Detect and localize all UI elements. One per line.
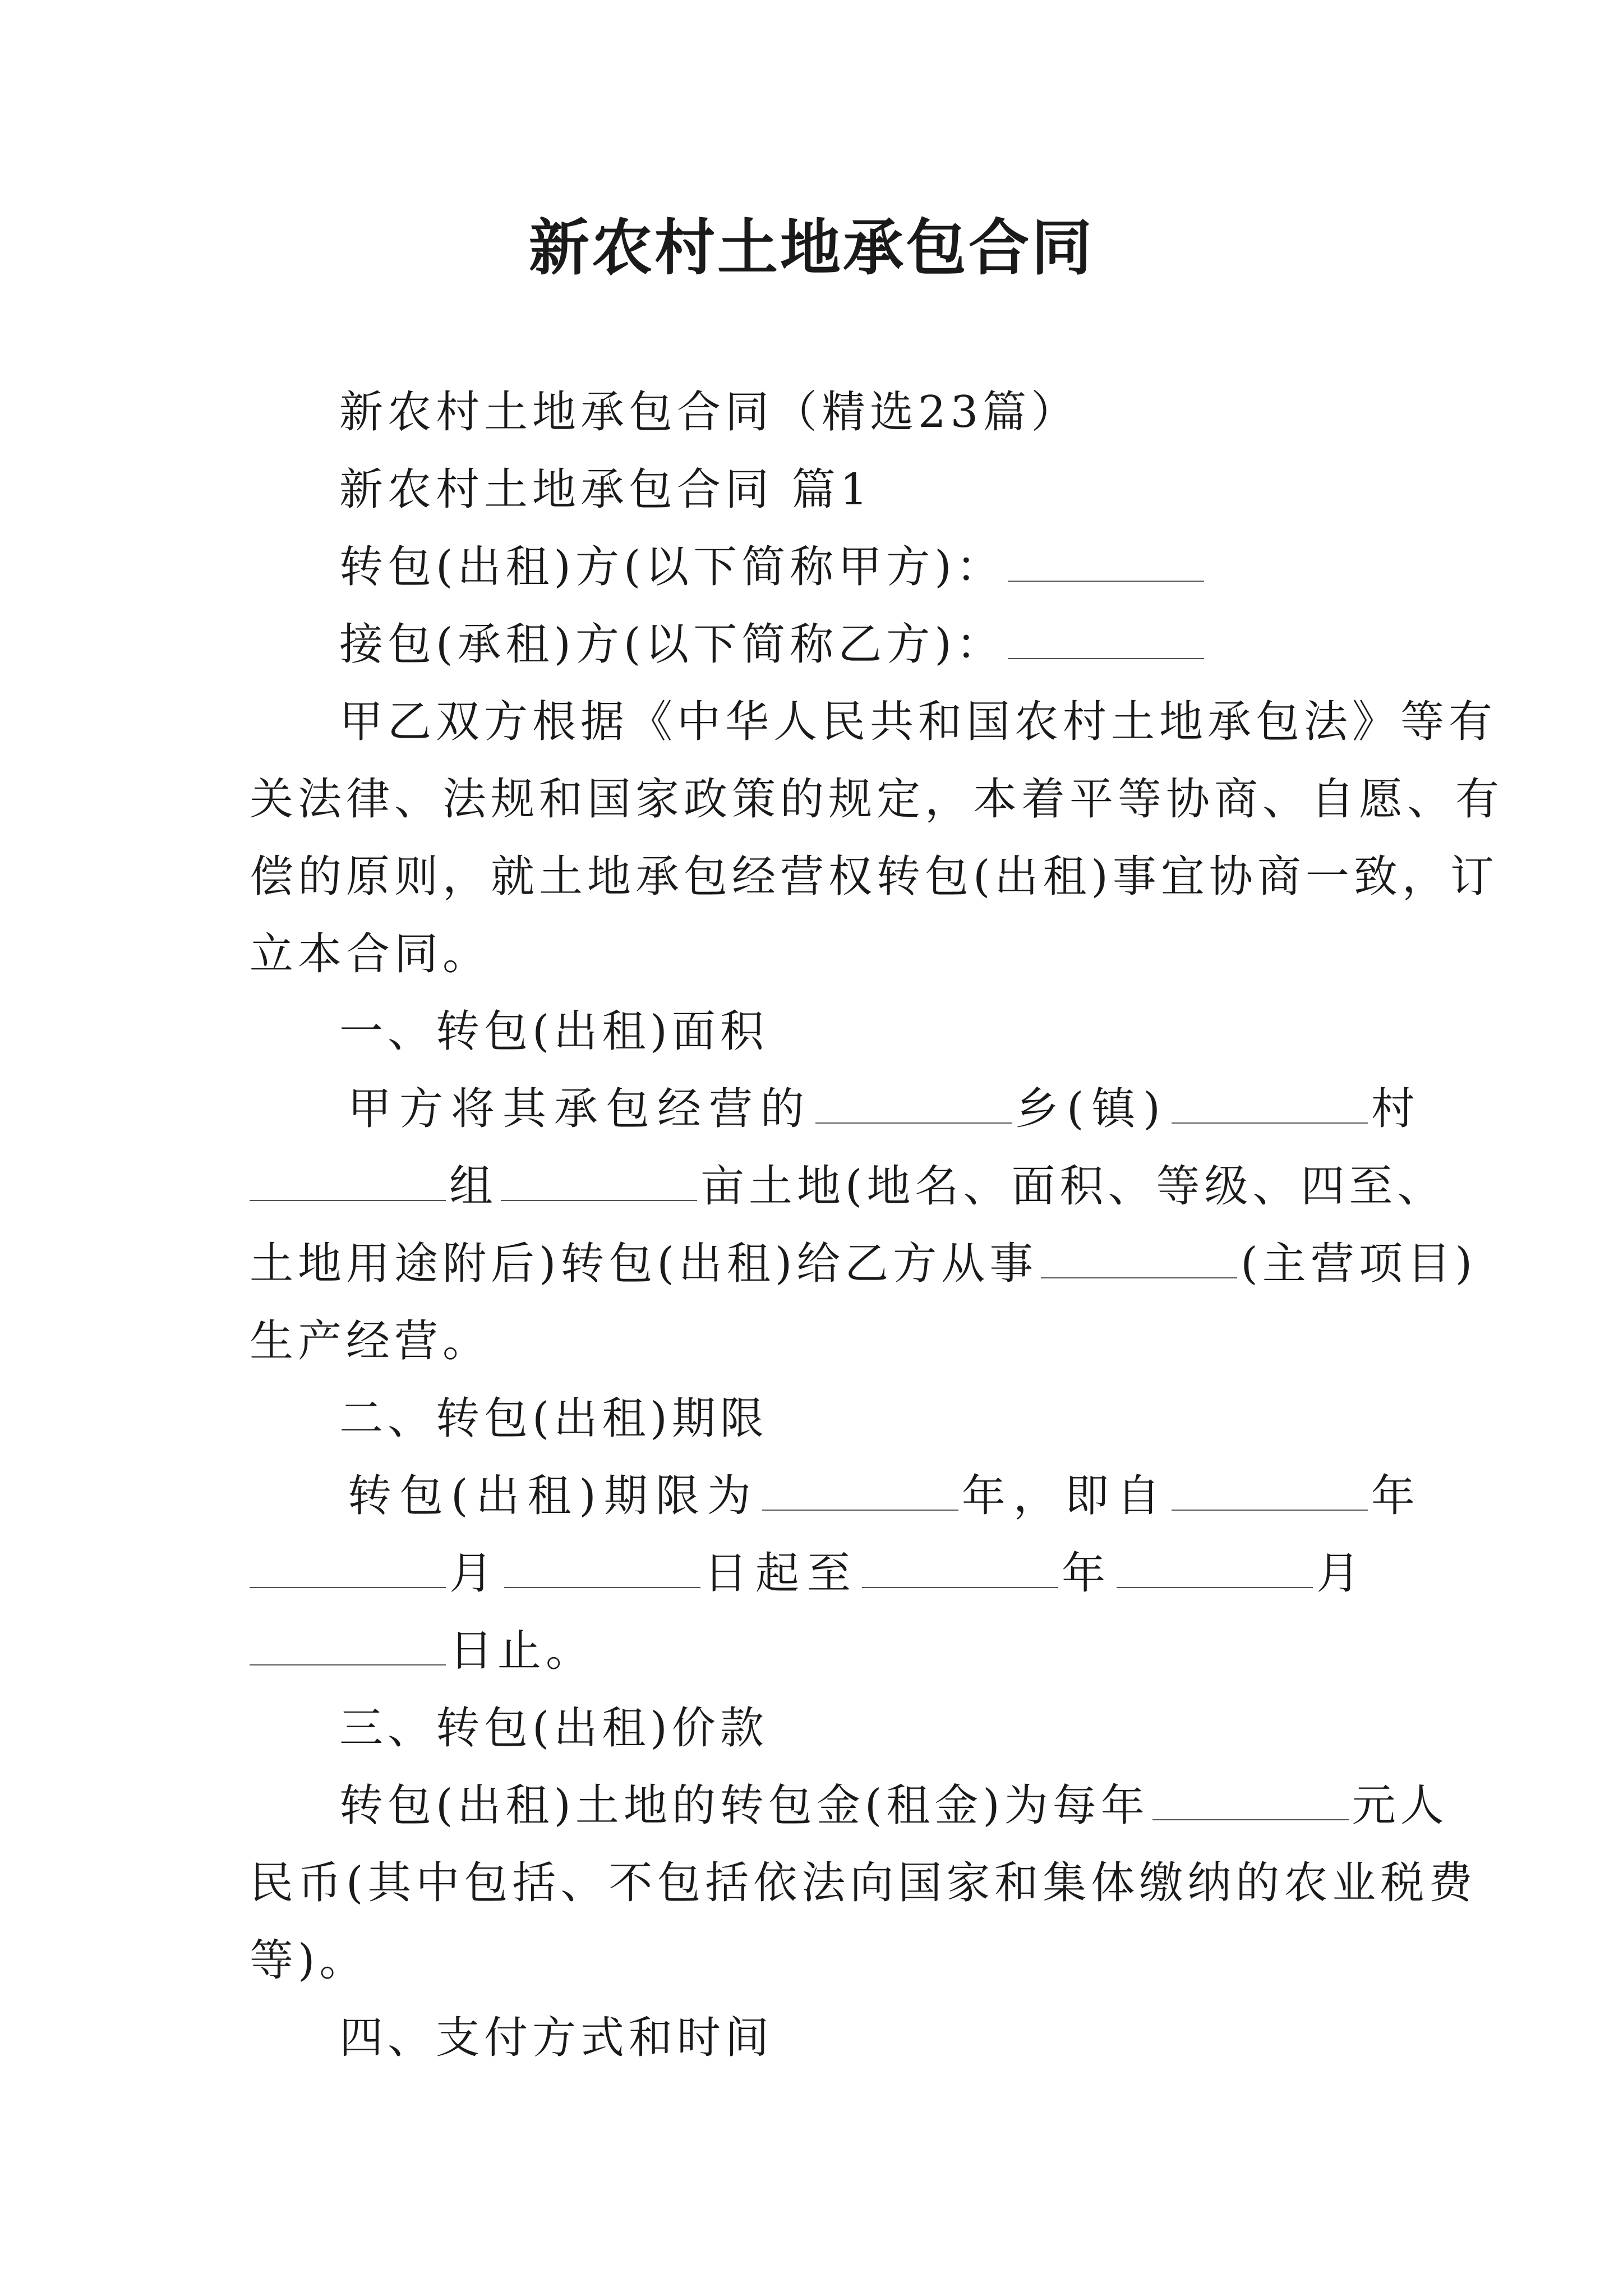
start-day-blank <box>504 1587 700 1588</box>
paragraph-line <box>339 1775 1449 1837</box>
paragraph-line <box>250 1852 1477 1914</box>
text: 甲乙双方根据《中华人民共和国农村土地承包法》等有 <box>339 697 1497 747</box>
text: 民币(其中包括、不包括依法向国家和集体缴纳的农业税费 <box>250 1858 1477 1908</box>
paragraph-line <box>339 691 1497 753</box>
text: 年 <box>1062 1548 1114 1599</box>
document-title: 新农村土地承包合同 <box>528 213 1094 283</box>
party-a-blank <box>1008 581 1204 582</box>
text: 村 <box>1371 1084 1423 1134</box>
start-month-blank <box>250 1587 446 1588</box>
paragraph-line <box>348 1078 1423 1140</box>
paragraph-line <box>250 769 1504 830</box>
paragraph-line <box>250 1543 1368 1604</box>
clause-heading-4 <box>339 2007 773 2069</box>
text: 组 <box>449 1161 498 1212</box>
text: 一、转包(出租)面积 <box>339 1006 768 1057</box>
text: 立本合同。 <box>250 929 491 979</box>
township-blank <box>815 1122 1012 1124</box>
party-b-line <box>339 614 1207 675</box>
paragraph-line <box>250 923 491 985</box>
end-month-blank <box>1117 1587 1313 1588</box>
rent-amount-blank <box>1152 1819 1349 1820</box>
text: 转包(出租)土地的转包金(租金)为每年 <box>339 1780 1149 1831</box>
text: 乡(镇) <box>1015 1084 1168 1134</box>
text: 年 <box>1371 1471 1423 1521</box>
text: 转包(出租)方(以下简称甲方)： <box>339 542 1004 592</box>
end-day-blank <box>250 1664 446 1665</box>
paragraph-line <box>250 1310 491 1372</box>
text: 甲方将其承包经营的 <box>348 1084 813 1134</box>
clause-heading-1 <box>339 1001 768 1062</box>
village-blank <box>1172 1122 1368 1124</box>
text: 土地用途附后)转包(出租)给乙方从事 <box>250 1239 1038 1289</box>
text: 亩土地(地名、面积、等级、四至、 <box>700 1161 1446 1212</box>
paragraph-line <box>250 1930 367 1991</box>
text: 等)。 <box>250 1935 368 1986</box>
text: 日止。 <box>449 1626 594 1676</box>
text: 元人 <box>1352 1780 1449 1831</box>
paragraph-line <box>250 1156 1445 1217</box>
clause-heading-3 <box>339 1697 768 1759</box>
subtitle-line <box>339 381 1079 443</box>
section-heading-1 <box>339 459 872 521</box>
text: 四、支付方式和时间 <box>339 2013 774 2063</box>
text: 转包(出租)期限为 <box>348 1471 759 1521</box>
text: 年，即自 <box>961 1471 1168 1521</box>
paragraph-line <box>348 1465 1423 1527</box>
text: 新农村土地承包合同（精选23篇） <box>339 387 1080 438</box>
text: 偿的原则，就土地承包经营权转包(出租)事宜协商一致，订 <box>250 852 1498 902</box>
text: 生产经营。 <box>250 1316 491 1366</box>
text: 二、转包(出租)期限 <box>339 1393 768 1444</box>
text: 月 <box>1316 1548 1368 1599</box>
paragraph-line <box>250 1620 594 1682</box>
term-years-blank <box>762 1510 958 1511</box>
text: (主营项目) <box>1241 1239 1477 1289</box>
text: 月 <box>449 1548 501 1599</box>
text: 日起至 <box>704 1548 859 1599</box>
start-year-blank <box>1172 1510 1368 1511</box>
party-a-line <box>339 536 1207 598</box>
party-b-blank <box>1008 658 1204 659</box>
text: 关法律、法规和国家政策的规定，本着平等协商、自愿、有 <box>250 774 1504 825</box>
area-blank <box>501 1200 697 1201</box>
clause-heading-2 <box>339 1388 768 1450</box>
group-blank <box>250 1200 446 1201</box>
paragraph-line <box>250 1233 1477 1295</box>
paragraph-line <box>250 846 1498 908</box>
business-blank <box>1041 1277 1237 1278</box>
text: 接包(承租)方(以下简称乙方)： <box>339 619 1004 670</box>
end-year-blank <box>862 1587 1058 1588</box>
text: 新农村土地承包合同 篇1 <box>339 464 873 515</box>
text: 三、转包(出租)价款 <box>339 1703 768 1754</box>
